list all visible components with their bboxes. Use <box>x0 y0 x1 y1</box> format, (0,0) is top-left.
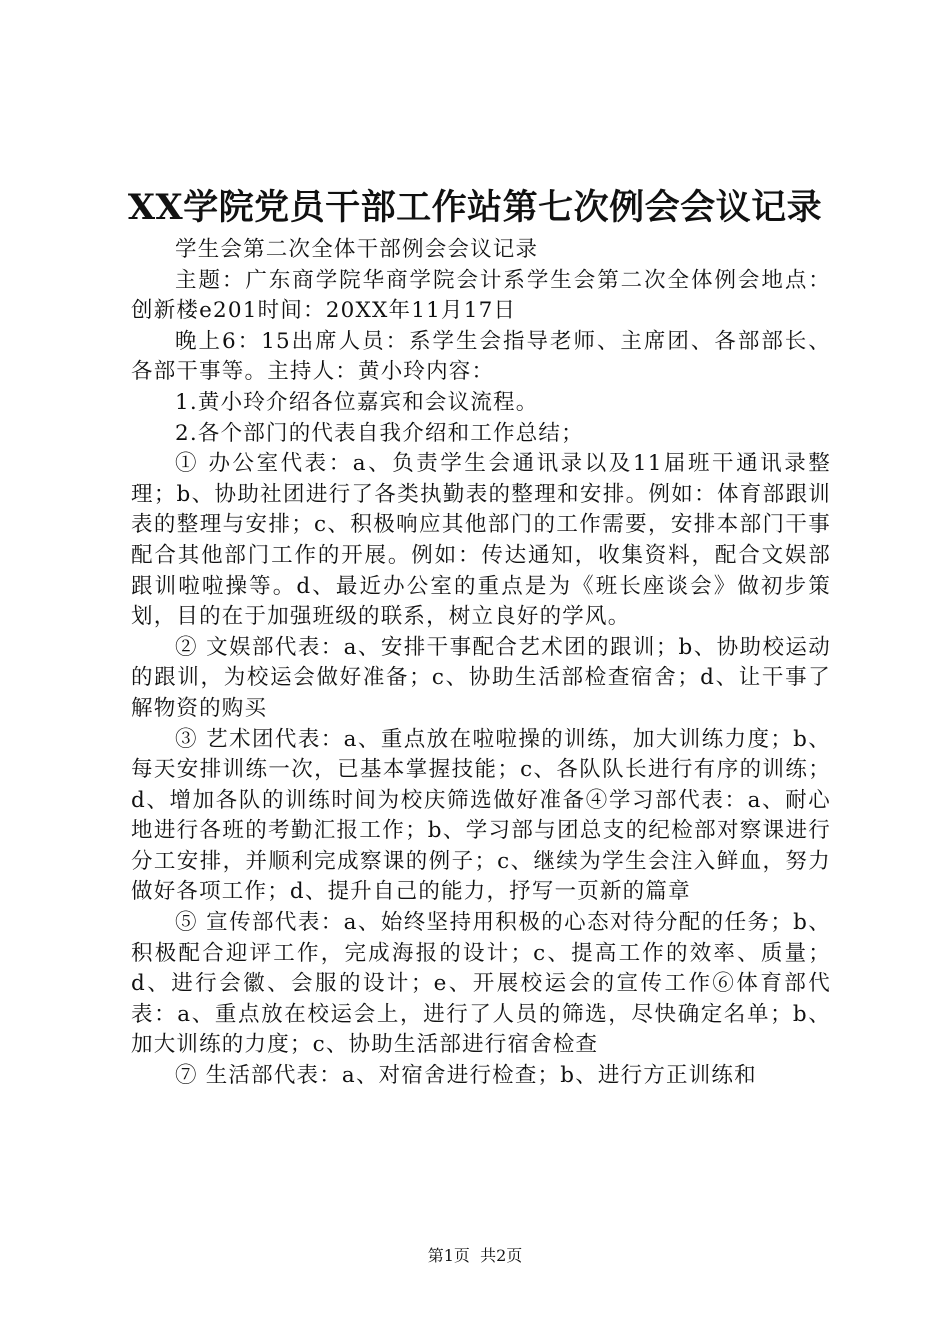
paragraph: 学生会第二次全体干部例会会议记录 <box>175 237 539 262</box>
page-footer: 第1页 共2页 <box>427 1246 523 1265</box>
paragraph: ⑤ 宣传部代表：a、始终坚持用积极的心态对待分配的任务；b、积极配合迎评工作，完成海报的设计；c、提高工作的效率、质量；d、进行会徽、会服的设计；e、开展校运会的宣传工作⑥体育部代表：a、重点放在校运会上，进行了人员的筛选，尽快确定名单；b、加大训练的力度；c、协助生活部进行宿舍检查 <box>131 910 831 1058</box>
paragraph: ③ 艺术团代表：a、重点放在啦啦操的训练，加大训练力度；b、每天安排训练一次，已基本掌握技能；c、各队队长进行有序的训练；d、增加各队的训练时间为校庆筛选做好准备④学习部代表：a、耐心地进行各班的考勤汇报工作；b、学习部与团总支的纪检部对察课进行分工安排，并顺利完成察课的例子；c、继续为学生会注入鲜血，努力做好各项工作；d、提升自己的能力，抒写一页新的篇章 <box>131 726 831 905</box>
paragraph: 1.黄小玲介绍各位嘉宾和会议流程。 <box>175 389 539 415</box>
paragraph: 主题：广东商学院华商学院会计系学生会第二次全体例会地点：创新楼e201时间：20XX年11月17日 <box>131 267 831 324</box>
document-title: XX学院党员干部工作站第七次例会会议记录 <box>127 187 823 228</box>
document-body <box>131 235 831 1092</box>
paragraph: ⑦ 生活部代表：a、对宿舍进行检查；b、进行方正训练和 <box>175 1063 757 1089</box>
paragraph: 2.各个部门的代表自我介绍和工作总结； <box>175 420 584 446</box>
paragraph: 晚上6：15出席人员：系学生会指导老师、主席团、各部部长、各部干事等。主持人：黄小玲内容： <box>131 328 831 385</box>
paragraph: ① 办公室代表：a、负责学生会通讯录以及11届班干通讯录整理；b、协助社团进行了各类执勤表的整理和安排。例如：体育部跟训表的整理与安排；c、积极响应其他部门的工作需要，安排本部门干事配合其他部门工作的开展。例如：传达通知，收集资料，配合文娱部跟训啦啦操等。d、最近办公室的重点是为《班长座谈会》做初步策划，目的在于加强班级的联系，树立良好的学风。 <box>131 451 831 630</box>
paragraph: ② 文娱部代表：a、安排干事配合艺术团的跟训；b、协助校运动的跟训，为校运会做好准备；c、协助生活部检查宿舍；d、让干事了解物资的购买 <box>131 634 831 721</box>
